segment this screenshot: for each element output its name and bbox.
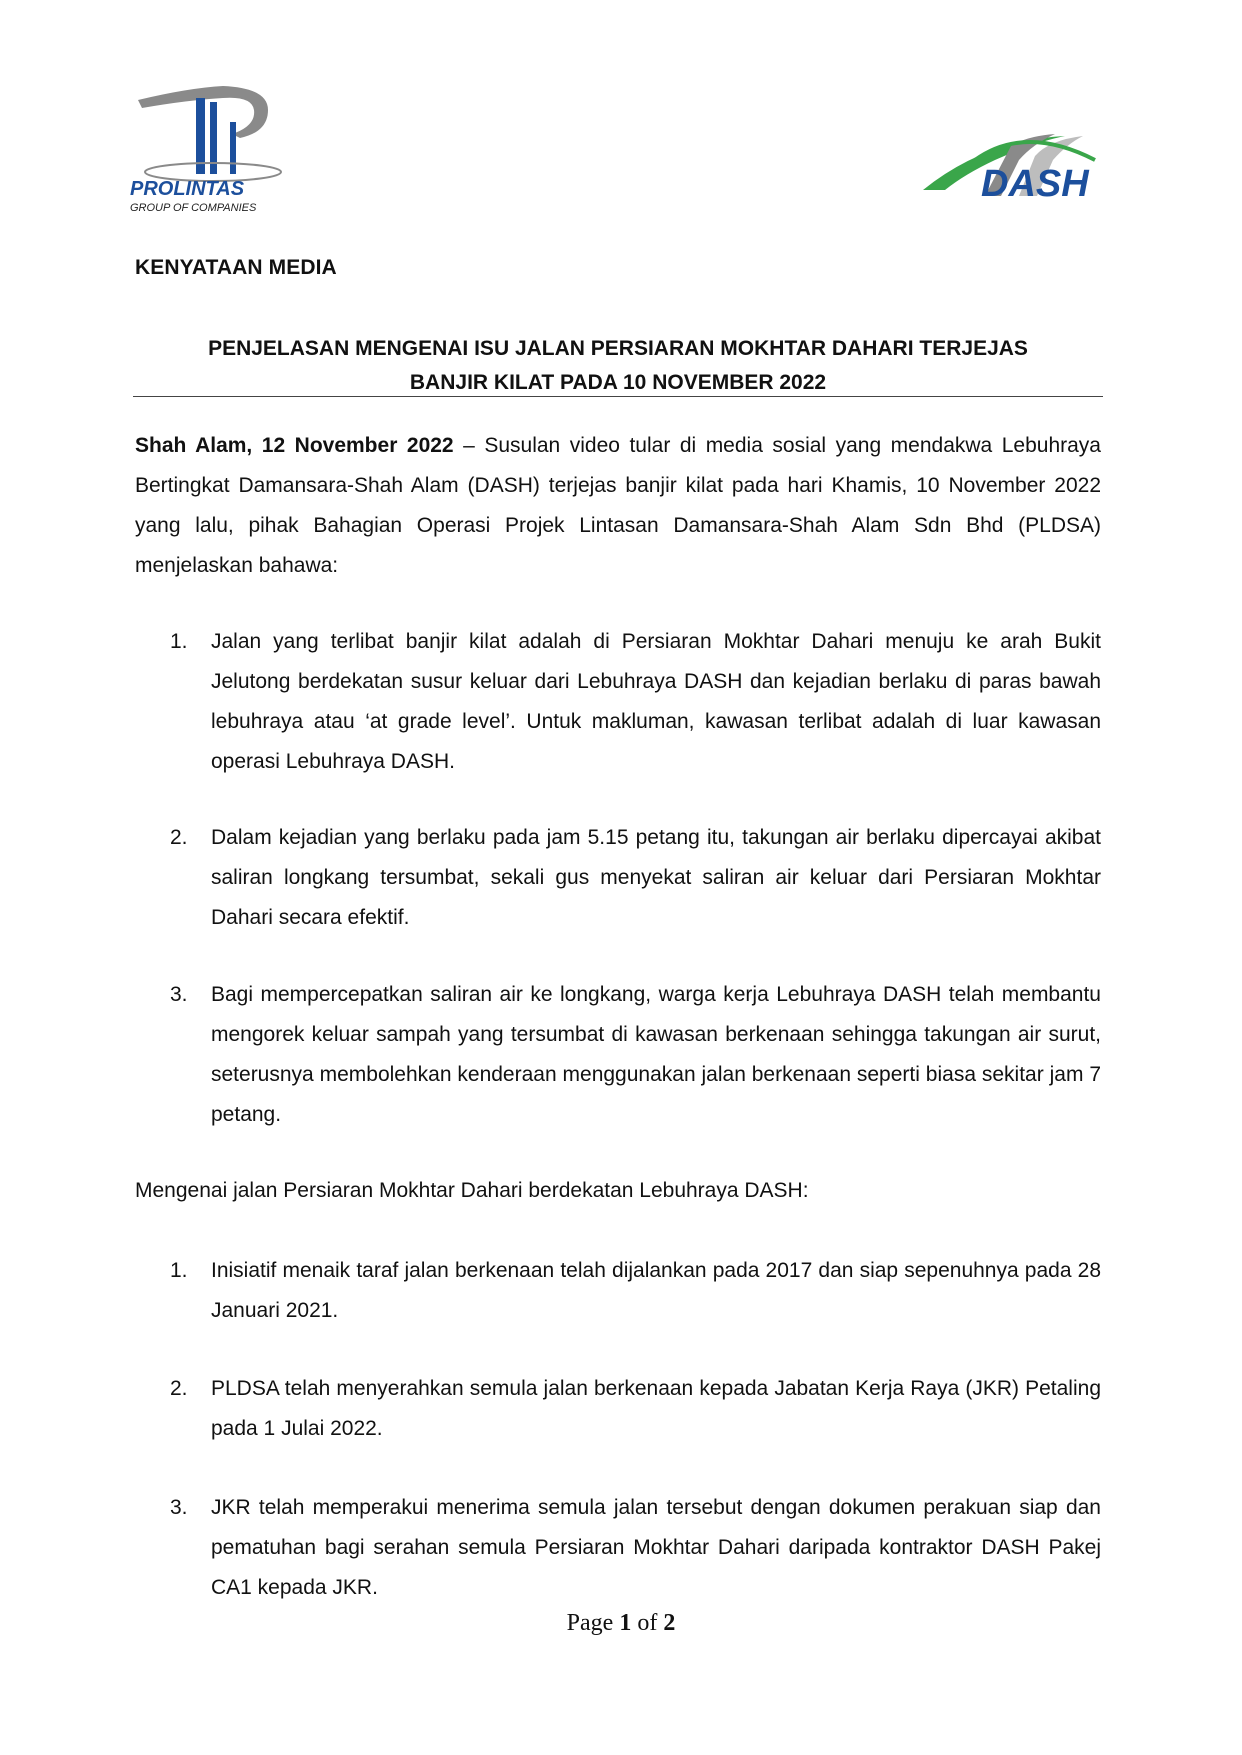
title-divider bbox=[133, 396, 1103, 397]
list-number: 2. bbox=[170, 1377, 188, 1400]
dash-wordmark: DASH bbox=[981, 163, 1089, 205]
title-line-1: PENJELASAN MENGENAI ISU JALAN PERSIARAN MOKHTAR DAHARI TERJEJAS bbox=[208, 337, 1028, 360]
list-text: PLDSA telah menyerahkan semula jalan berkenaan kepada Jabatan Kerja Raya (JKR) Petaling pada 1 Julai 2022. bbox=[211, 1377, 1101, 1440]
of-word: of bbox=[637, 1610, 658, 1636]
list-number: 1. bbox=[170, 1259, 188, 1282]
dateline: Shah Alam, 12 November 2022 bbox=[135, 434, 454, 457]
list-text: Inisiatif menaik taraf jalan berkenaan telah dijalankan pada 2017 dan siap sepenuhnya pada 28 Januari 2021. bbox=[211, 1259, 1101, 1322]
prolintas-wordmark: PROLINTAS bbox=[130, 178, 245, 200]
intro-text: – Susulan video tular di media sosial yang mendakwa Lebuhraya Bertingkat Damansara-Shah Alam (DASH) terjejas banjir kilat pada hari Khamis, 10 November 2022 yang lalu, pihak Bahagian Operasi Projek Lintasan Damansara-Shah Alam Sdn Bhd (PLDSA) menjelaskan bahawa: bbox=[135, 434, 1101, 577]
document-heading: KENYATAAN MEDIA bbox=[135, 256, 337, 279]
page-footer bbox=[0, 1610, 1242, 1637]
section-intro: Mengenai jalan Persiaran Mokhtar Dahari berdekatan Lebuhraya DASH: bbox=[135, 1179, 809, 1202]
list-text: Jalan yang terlibat banjir kilat adalah di Persiaran Mokhtar Dahari menuju ke arah Bukit Jelutong berdekatan susur keluar dari Lebuhraya DASH dan kejadian berlaku di paras bawah lebuhraya atau ‘at grade level’. Untuk makluman, kawasan terlibat adalah di luar kawasan operasi Lebuhraya DASH. bbox=[211, 630, 1101, 773]
list-number: 3. bbox=[170, 983, 188, 1006]
dash-logo bbox=[915, 130, 1105, 205]
total-pages: 2 bbox=[663, 1610, 676, 1636]
list-text: Bagi mempercepatkan saliran air ke longkang, warga kerja Lebuhraya DASH telah membantu mengorek keluar sampah yang tersumbat di kawasan berkenaan sehingga takungan air surut, seterusnya membolehkan kenderaan menggunakan jalan berkenaan seperti biasa sekitar jam 7 petang. bbox=[211, 983, 1101, 1126]
current-page: 1 bbox=[619, 1610, 632, 1636]
prolintas-subtitle: GROUP OF COMPANIES bbox=[130, 202, 257, 214]
prolintas-logo bbox=[128, 80, 298, 215]
list-number: 3. bbox=[170, 1496, 188, 1519]
list-number: 2. bbox=[170, 826, 188, 849]
page-word: Page bbox=[566, 1610, 614, 1636]
list-text: Dalam kejadian yang berlaku pada jam 5.15 petang itu, takungan air berlaku dipercayai akibat saliran longkang tersumbat, sekali gus menyekat saliran air keluar dari Persiaran Mokhtar Dahari secara efektif. bbox=[211, 826, 1101, 929]
title-line-2: BANJIR KILAT PADA 10 NOVEMBER 2022 bbox=[409, 371, 827, 394]
document-title bbox=[135, 332, 1101, 400]
intro-paragraph bbox=[135, 426, 1101, 586]
list-number: 1. bbox=[170, 630, 188, 653]
list-text: JKR telah memperakui menerima semula jalan tersebut dengan dokumen perakuan siap dan pematuhan bagi serahan semula Persiaran Mokhtar Dahari daripada kontraktor DASH Pakej CA1 kepada JKR. bbox=[211, 1496, 1101, 1599]
